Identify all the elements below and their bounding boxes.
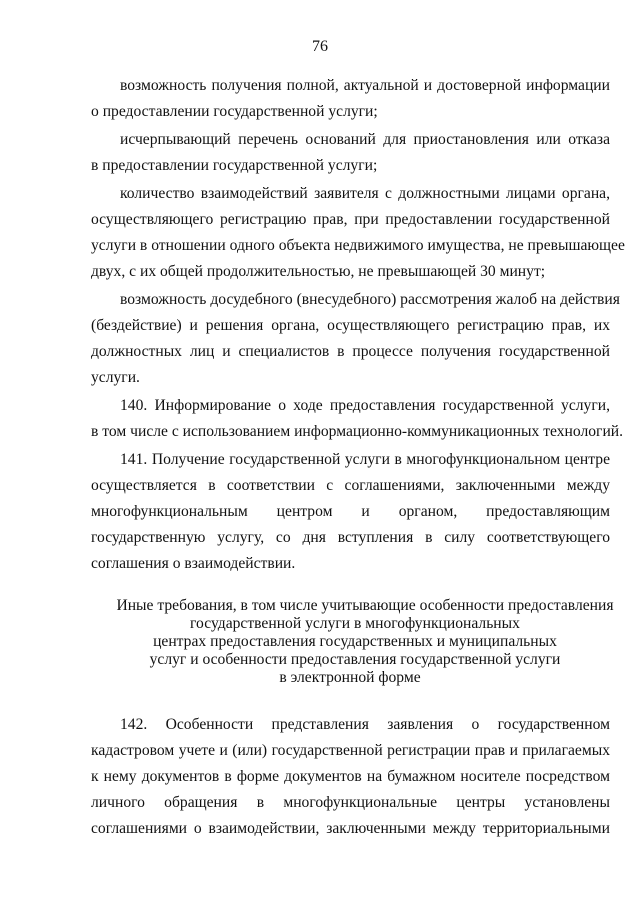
- text-line: к нему документов в форме документов на бумажном носителе посредством: [91, 768, 610, 785]
- heading-line: центрах предоставления государственных и муниципальных: [153, 633, 557, 650]
- heading-line: Иные требования, в том числе учитывающие особенности предоставления: [116, 597, 614, 614]
- text-line: кадастровом учете и (или) государственной регистрации прав и прилагаемых: [91, 742, 610, 759]
- text-line: 141. Получение государственной услуги в многофункциональном центре: [120, 451, 610, 468]
- heading-line: в электронной форме: [279, 669, 421, 686]
- text-line: возможность досудебного (внесудебного) рассмотрения жалоб на действия: [120, 291, 620, 308]
- text-line: 142. Особенности представления заявления о государственном: [120, 716, 610, 733]
- text-line: (бездействие) и решения органа, осуществляющего регистрацию прав, их: [91, 317, 610, 334]
- heading-line: государственной услуги в многофункциональных: [190, 615, 520, 632]
- text-line: о предоставлении государственной услуги;: [91, 103, 378, 120]
- text-line: осуществляющего регистрацию прав, при предоставлении государственной: [91, 211, 610, 228]
- text-line: услуги.: [91, 369, 140, 386]
- text-line: возможность получения полной, актуальной и достоверной информации: [120, 77, 610, 94]
- heading-line: услуг и особенности предоставления государственной услуги: [149, 651, 561, 668]
- text-line: должностных лиц и специалистов в процессе получения государственной: [91, 343, 610, 360]
- text-line: исчерпывающий перечень оснований для приостановления или отказа: [120, 131, 610, 148]
- text-line: двух, с их общей продолжительностью, не превышающей 30 минут;: [91, 263, 546, 280]
- text-line: личного обращения в многофункциональные центры установлены: [91, 794, 610, 811]
- text-line: в том числе с использованием информационно-коммуникационных технологий.: [91, 423, 624, 440]
- text-line: количество взаимодействий заявителя с должностными лицами органа,: [120, 185, 610, 202]
- text-line: услуги в отношении одного объекта недвижимого имущества, не превышающее: [91, 237, 625, 254]
- text-line: соглашения о взаимодействии.: [91, 555, 296, 572]
- text-line: осуществляется в соответствии с соглашениями, заключенными между: [91, 477, 610, 494]
- text-line: в предоставлении государственной услуги;: [91, 157, 378, 174]
- text-line: соглашениями о взаимодействии, заключенными между территориальными: [91, 820, 610, 837]
- page-number: 76: [312, 38, 328, 55]
- text-line: государственную услугу, со дня вступления в силу соответствующего: [91, 529, 610, 546]
- text-line: 140. Информирование о ходе предоставления государственной услуги,: [120, 397, 610, 414]
- text-line: многофункциональным центром и органом, предоставляющим: [91, 503, 610, 520]
